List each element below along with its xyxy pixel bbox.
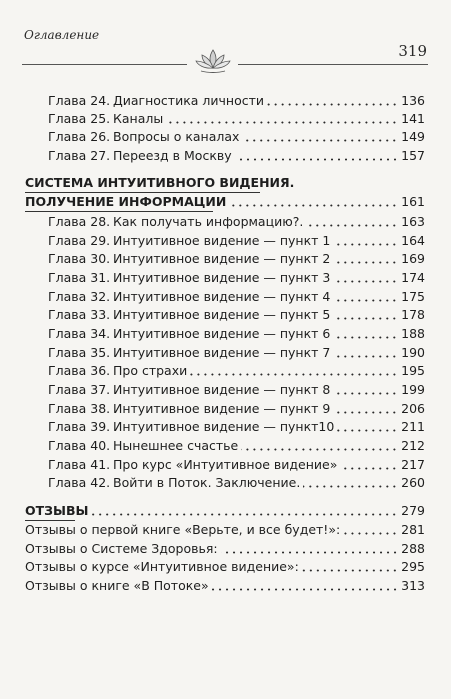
chapter-number: Глава 32. <box>48 289 111 304</box>
page-ref: 188 <box>401 326 425 341</box>
chapter-number: Глава 40. <box>48 438 111 453</box>
running-head: Оглавление <box>24 28 100 42</box>
page-ref: 260 <box>401 475 425 490</box>
dot-leader <box>333 355 398 358</box>
page-ref: 288 <box>401 541 425 556</box>
chapter-title: Вопросы о каналах <box>113 129 240 144</box>
page-ref: 169 <box>401 251 425 266</box>
chapter-number: Глава 30. <box>48 251 111 266</box>
toc-entry[interactable] <box>48 128 425 146</box>
dot-leader <box>91 513 398 516</box>
toc-entry[interactable] <box>25 558 425 576</box>
page-ref: 212 <box>401 438 425 453</box>
chapter-number: Глава 38. <box>48 401 111 416</box>
section-heading-line1: СИСТЕМА ИНТУИТИВНОГО ВИДЕНИЯ. <box>25 175 295 190</box>
chapter-number: Глава 28. <box>48 214 111 229</box>
review-title: Отзывы о первой книге «Верьте, и все будет!»: <box>25 522 341 537</box>
page-ref: 190 <box>401 345 425 360</box>
toc-entry[interactable] <box>48 232 425 250</box>
toc-entry[interactable] <box>48 474 425 492</box>
chapter-number: Глава 29. <box>48 233 111 248</box>
dot-leader <box>306 224 398 227</box>
chapter-title: Интуитивное видение — пункт 9 <box>113 401 331 416</box>
toc-entry[interactable] <box>48 362 425 380</box>
page-ref: 217 <box>401 457 425 472</box>
dot-leader <box>212 588 399 591</box>
chapter-title: Каналы <box>113 111 164 126</box>
section-heading-rule <box>25 211 213 212</box>
review-title: Отзывы о Системе Здоровья: <box>25 541 218 556</box>
toc-entry[interactable] <box>48 344 425 362</box>
toc-entry[interactable] <box>25 540 425 558</box>
dot-leader <box>333 243 398 246</box>
chapter-number: Глава 35. <box>48 345 111 360</box>
chapter-number: Глава 34. <box>48 326 111 341</box>
toc-entry[interactable] <box>25 577 425 595</box>
toc-entry[interactable] <box>48 400 425 418</box>
chapter-title: Интуитивное видение — пункт 2 <box>113 251 331 266</box>
section-heading-line2: ПОЛУЧЕНИЕ ИНФОРМАЦИИ <box>25 194 227 209</box>
chapter-number: Глава 26. <box>48 129 111 144</box>
page-ref: 199 <box>401 382 425 397</box>
toc-entry[interactable] <box>48 213 425 231</box>
chapter-number: Глава 36. <box>48 363 111 378</box>
dot-leader <box>235 158 399 161</box>
chapter-number: Глава 41. <box>48 457 111 472</box>
dot-leader <box>333 299 398 302</box>
toc-entry[interactable] <box>48 456 425 474</box>
dot-leader <box>166 121 398 124</box>
chapter-title: Интуитивное видение — пункт 1 <box>113 233 331 248</box>
chapter-title: Нынешнее счастье <box>113 438 239 453</box>
toc-entry[interactable] <box>48 110 425 128</box>
toc-entry[interactable] <box>48 325 425 343</box>
chapter-number: Глава 24. <box>48 93 111 108</box>
page-ref: 295 <box>401 559 425 574</box>
chapter-number: Глава 27. <box>48 148 111 163</box>
chapter-number: Глава 39. <box>48 419 111 434</box>
chapter-title: Интуитивное видение — пункт 5 <box>113 307 331 322</box>
section-heading-entry[interactable] <box>25 193 425 211</box>
dot-leader <box>343 532 398 535</box>
chapter-title: Диагностика личности <box>113 93 264 108</box>
dot-leader <box>221 551 399 554</box>
toc-entry[interactable] <box>48 306 425 324</box>
chapter-number: Глава 31. <box>48 270 111 285</box>
dot-leader <box>303 485 398 488</box>
dot-leader <box>340 467 398 470</box>
toc-entry[interactable] <box>48 418 425 436</box>
page-ref: 161 <box>401 194 425 209</box>
page-ref: 157 <box>401 148 425 163</box>
toc-entry[interactable] <box>48 92 425 110</box>
dot-leader <box>333 317 398 320</box>
review-title: Отзывы о курсе «Интуитивное видение»: <box>25 559 299 574</box>
page-ref: 206 <box>401 401 425 416</box>
chapter-title: Интуитивное видение — пункт 6 <box>113 326 331 341</box>
toc-entry[interactable] <box>48 269 425 287</box>
chapter-title: Про курс «Интуитивное видение» <box>113 457 338 472</box>
page-ref: 164 <box>401 233 425 248</box>
page-ref: 313 <box>401 578 425 593</box>
dot-leader <box>241 448 398 451</box>
toc-entry[interactable] <box>48 437 425 455</box>
page-ref: 174 <box>401 270 425 285</box>
page-ref: 211 <box>401 419 425 434</box>
page-ref: 195 <box>401 363 425 378</box>
dot-leader <box>333 280 398 283</box>
section-heading-reviews: ОТЗЫВЫ <box>25 503 89 518</box>
chapter-title: Про страхи <box>113 363 188 378</box>
dot-leader <box>302 569 398 572</box>
page-ref: 149 <box>401 129 425 144</box>
page-ref: 136 <box>401 93 425 108</box>
chapter-title: Интуитивное видение — пункт 3 <box>113 270 331 285</box>
dot-leader <box>229 204 398 207</box>
chapter-title: Переезд в Москву <box>113 148 232 163</box>
page-ref: 178 <box>401 307 425 322</box>
toc-entry[interactable] <box>48 288 425 306</box>
chapter-number: Глава 25. <box>48 111 111 126</box>
dot-leader <box>267 103 398 106</box>
dot-leader <box>242 139 398 142</box>
chapter-title: Интуитивное видение — пункт 8 <box>113 382 331 397</box>
page-ref: 141 <box>401 111 425 126</box>
page-ref: 281 <box>401 522 425 537</box>
chapter-number: Глава 42. <box>48 475 111 490</box>
toc-entry[interactable] <box>48 147 425 165</box>
chapter-number: Глава 33. <box>48 307 111 322</box>
review-title: Отзывы о книге «В Потоке» <box>25 578 209 593</box>
dot-leader <box>333 411 398 414</box>
page-ref: 279 <box>401 503 425 518</box>
dot-leader <box>337 429 398 432</box>
chapter-title: Войти в Поток. Заключение. <box>113 475 301 490</box>
section-heading-entry[interactable] <box>25 502 425 520</box>
page-ref: 175 <box>401 289 425 304</box>
chapter-title: Как получать информацию?. <box>113 214 304 229</box>
toc-entry[interactable] <box>25 521 425 539</box>
chapter-number: Глава 37. <box>48 382 111 397</box>
chapter-title: Интуитивное видение — пункт10 <box>113 419 335 434</box>
page-number: 319 <box>398 42 427 60</box>
dot-leader <box>190 373 398 376</box>
dot-leader <box>333 336 398 339</box>
dot-leader <box>333 261 398 264</box>
toc-entry[interactable] <box>48 381 425 399</box>
chapter-title: Интуитивное видение — пункт 4 <box>113 289 331 304</box>
dot-leader <box>333 392 398 395</box>
toc-entry[interactable] <box>48 250 425 268</box>
page-ref: 163 <box>401 214 425 229</box>
chapter-title: Интуитивное видение — пункт 7 <box>113 345 331 360</box>
